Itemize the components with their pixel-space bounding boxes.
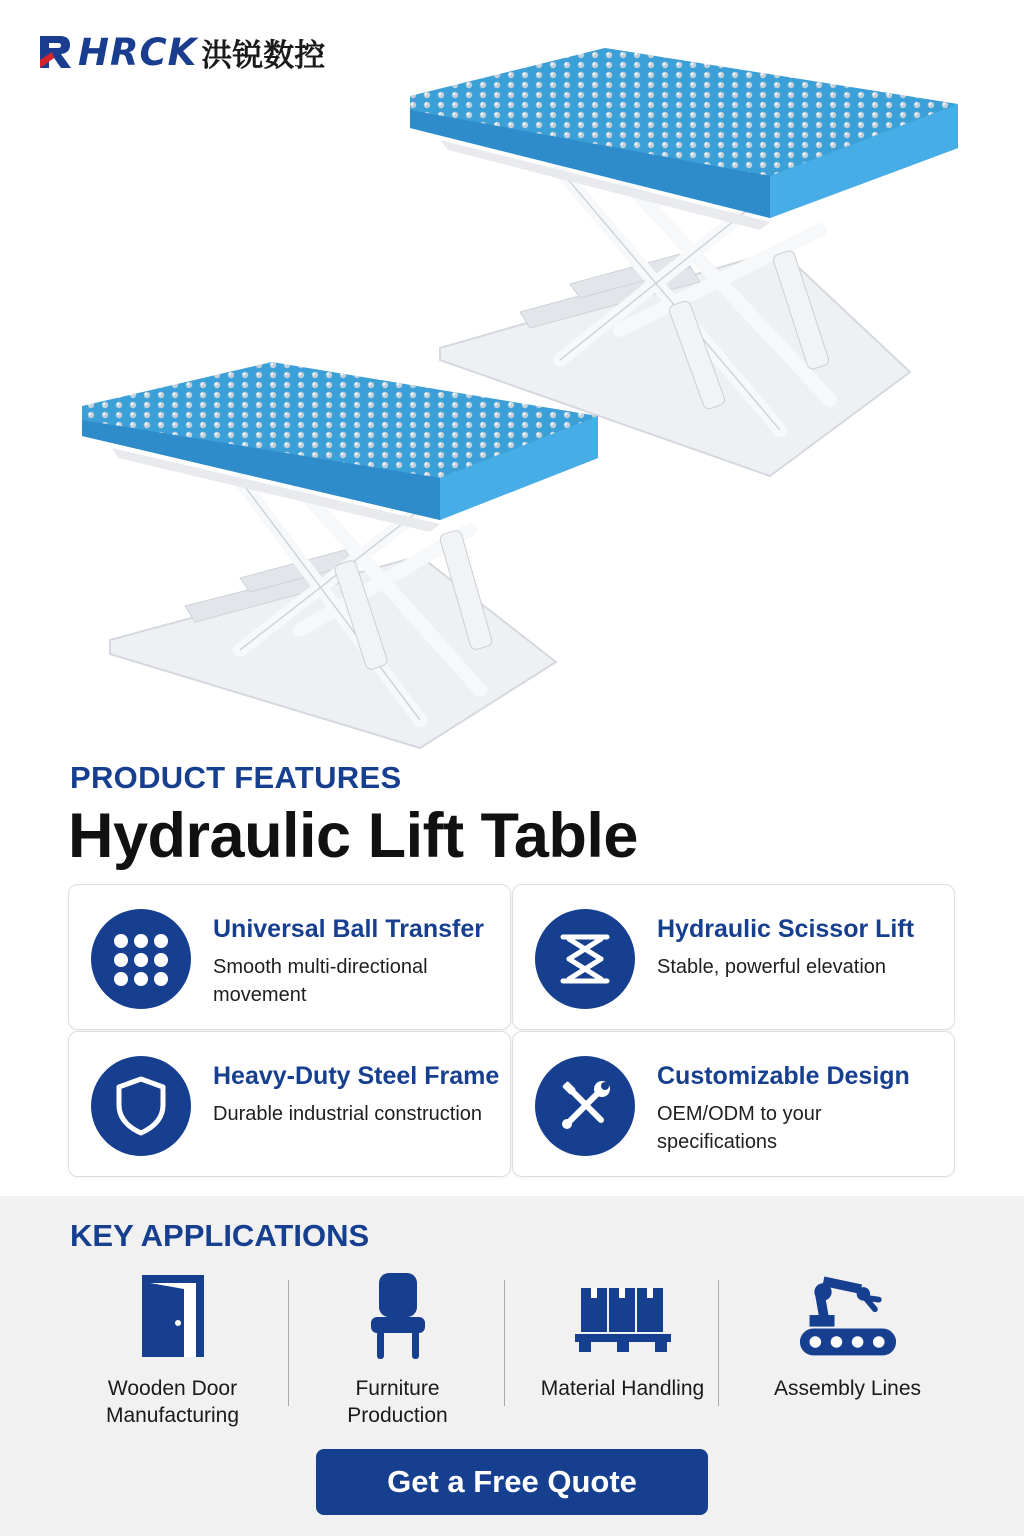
lift-table-front — [82, 362, 598, 748]
divider — [718, 1280, 719, 1406]
robot-arm-conveyor-icon — [798, 1268, 898, 1363]
pallet-boxes-icon — [573, 1268, 673, 1363]
application-furniture — [285, 1268, 510, 1438]
divider — [504, 1280, 505, 1406]
chair-icon — [348, 1268, 448, 1363]
scissor-lift-icon — [535, 909, 635, 1009]
feature-card-custom-design — [512, 1031, 955, 1177]
feature-desc: OEM/ODM to your specifications — [657, 1103, 822, 1153]
feature-desc: Durable industrial construction — [213, 1103, 483, 1125]
feature-title: Universal Ball Transfer — [213, 915, 484, 943]
tools-icon — [535, 1056, 635, 1156]
feature-title: Customizable Design — [657, 1062, 910, 1090]
feature-title: Heavy-Duty Steel Frame — [213, 1062, 500, 1090]
application-label: Material Handling — [540, 1377, 705, 1400]
ball-grid-icon — [91, 909, 191, 1009]
application-assembly — [735, 1268, 960, 1438]
applications-kicker: KEY APPLICATIONS — [70, 1218, 370, 1253]
get-quote-button[interactable]: Get a Free Quote — [316, 1449, 708, 1515]
application-material — [510, 1268, 735, 1438]
brand-latin: HRCK — [78, 30, 198, 74]
applications-row — [60, 1268, 960, 1438]
feature-card-ball-transfer — [68, 884, 511, 1030]
feature-desc: Stable, powerful elevation — [657, 956, 887, 978]
application-door — [60, 1268, 285, 1438]
feature-title: Hydraulic Scissor Lift — [657, 915, 915, 943]
application-label: Assembly Lines — [773, 1377, 922, 1400]
page-title: Hydraulic Lift Table — [68, 801, 638, 871]
door-icon — [123, 1268, 223, 1363]
product-image — [0, 0, 1024, 760]
shield-icon — [91, 1056, 191, 1156]
application-label: Wooden Door Manufacturing — [105, 1377, 240, 1427]
brand-chinese: 洪锐数控 — [201, 37, 326, 74]
application-label: Furniture Production — [347, 1377, 448, 1427]
feature-desc: Smooth multi-directional movement — [213, 956, 428, 1006]
feature-card-steel-frame — [68, 1031, 511, 1177]
features-kicker: PRODUCT FEATURES — [70, 760, 402, 795]
feature-grid — [68, 884, 954, 1177]
feature-card-scissor-lift — [512, 884, 955, 1030]
